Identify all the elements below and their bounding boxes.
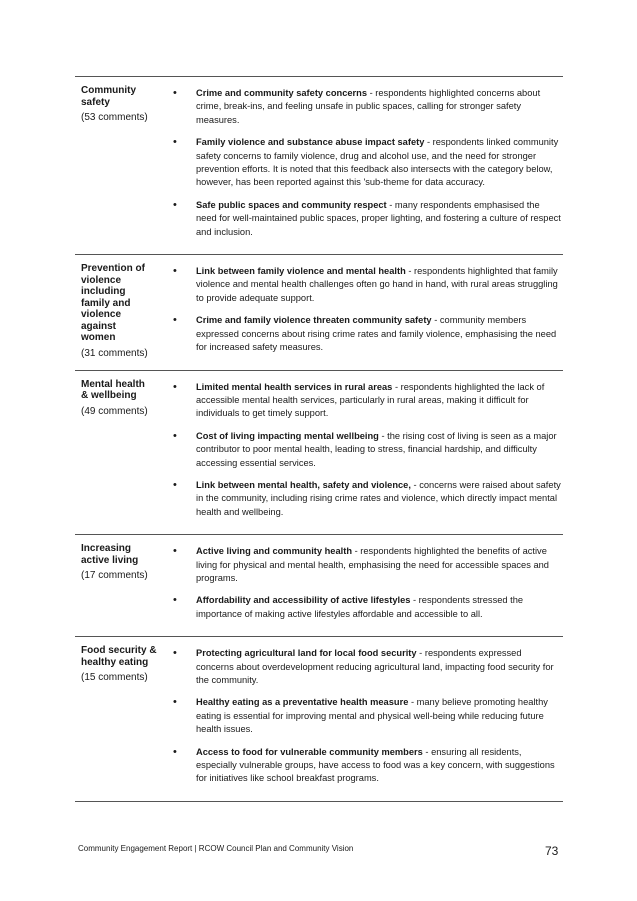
item-text: - respondents highlighted the lack of accessible mental health services, particularly in rural areas, making it difficult for individuals to get timely support. xyxy=(196,381,545,419)
table-row xyxy=(75,371,563,536)
item-text: - respondents highlighted that family violence and mental health challenges often go hand in hand, with rural areas struggling to provide adequate support. xyxy=(196,266,558,303)
list-item xyxy=(173,381,563,421)
item-text: - ensuring all residents, especially vulnerable groups, have access to food was a key concern, with suggestions for initiatives like school breakfast programs. xyxy=(196,746,555,784)
item-title: Cost of living impacting mental wellbeing xyxy=(196,430,379,441)
item-title: Link between mental health, safety and violence, xyxy=(196,479,411,490)
item-text: - community members expressed concerns about rising crime rates and family violence, emphasising the need for increased safety measures. xyxy=(196,315,557,353)
bullet-icon: • xyxy=(173,380,177,393)
bullet-icon: • xyxy=(173,696,177,709)
comment-count: (15 comments) xyxy=(81,672,148,684)
table-row xyxy=(75,637,563,802)
item-text: - respondents expressed concerns about overdevelopment reducing agricultural land, impacting food security for the community. xyxy=(196,648,554,685)
list-item xyxy=(173,314,563,354)
list-item xyxy=(173,696,563,736)
comment-count: (53 comments) xyxy=(81,112,148,123)
list-item xyxy=(173,430,563,470)
item-text: - many respondents emphasised the need for well-maintained public spaces, proper lighting, and fostering a culture of respect and inclusion. xyxy=(196,199,561,237)
item-title: Limited mental health services in rural areas xyxy=(196,381,393,392)
comment-count: (49 comments) xyxy=(81,405,148,417)
theme-items xyxy=(165,77,563,254)
list-item xyxy=(173,265,563,305)
theme-cell xyxy=(75,371,165,535)
theme-cell xyxy=(75,77,165,254)
theme-cell xyxy=(75,535,165,636)
item-title: Crime and community safety concerns xyxy=(196,88,368,98)
themes-table xyxy=(75,76,563,802)
theme-name: Increasing active living xyxy=(81,543,139,566)
item-title: Healthy eating as a preventative health measure xyxy=(196,697,409,708)
theme-cell xyxy=(75,637,165,801)
theme-name: Mental health & wellbeing xyxy=(81,378,145,401)
bullet-icon: • xyxy=(173,314,177,327)
item-title: Safe public spaces and community respect xyxy=(196,199,387,210)
footer-text: Community Engagement Report | RCOW Council Plan and Community Vision xyxy=(78,844,354,853)
list-item xyxy=(173,479,563,519)
list-item xyxy=(173,199,563,239)
item-title: Link between family violence and mental health xyxy=(196,266,406,277)
list-item xyxy=(173,647,563,687)
bullet-icon: • xyxy=(173,545,177,558)
bullet-icon: • xyxy=(173,87,177,99)
theme-cell xyxy=(75,255,165,369)
list-item xyxy=(173,746,563,786)
table-row xyxy=(75,255,563,370)
item-text: - many believe promoting healthy eating is essential for improving mental and physical well-being while reducing future health issues. xyxy=(196,697,548,735)
item-text: - respondents highlighted concerns about crime, break-ins, and feeling unsafe in public spaces, calling for stronger safety measures. xyxy=(196,88,541,125)
item-title: Protecting agricultural land for local food security xyxy=(196,648,417,659)
bullet-icon: • xyxy=(173,594,177,607)
bullet-icon: • xyxy=(173,745,177,758)
item-title: Crime and family violence threaten community safety xyxy=(196,315,432,326)
comment-count: (17 comments) xyxy=(81,570,148,582)
table-row xyxy=(75,535,563,637)
item-text: - respondents stressed the importance of making active lifestyles affordable and accessible to all. xyxy=(196,595,524,619)
list-item xyxy=(173,545,563,585)
item-title: Access to food for vulnerable community members xyxy=(196,746,423,757)
item-text: - respondents linked community safety concerns to family violence, drug and alcohol use, and the need for stronger prevention efforts. It is noted that this feedback also intersects with the category below, however, has been reported against this 'sub-theme for data accuracy. xyxy=(196,137,559,188)
theme-name: Food security & healthy eating xyxy=(81,645,157,668)
theme-name: Prevention of violence including family and violence against women xyxy=(81,263,145,344)
bullet-icon: • xyxy=(173,647,177,660)
list-item xyxy=(173,87,563,127)
comment-count: (31 comments) xyxy=(81,347,148,359)
list-item xyxy=(173,136,563,190)
bullet-icon: • xyxy=(173,136,177,149)
item-text: - respondents highlighted the benefits of active living for physical and mental health, emphasising the need for accessible spaces and programs. xyxy=(196,546,549,583)
item-title: Affordability and accessibility of active lifestyles xyxy=(196,595,411,606)
theme-items xyxy=(165,255,563,369)
item-text: - concerns were raised about safety in the community, including rising crime rates and violence, which directly impact mental health and wellbeing. xyxy=(196,479,561,517)
theme-name: Community safety xyxy=(81,85,136,108)
item-title: Family violence and substance abuse impact safety xyxy=(196,137,425,148)
page-number: 73 xyxy=(545,844,559,858)
bullet-icon: • xyxy=(173,265,177,278)
item-text: - the rising cost of living is seen as a major contributor to poor mental health, leading to stress, financial hardship, and difficulty accessing essential services. xyxy=(196,430,557,468)
theme-items xyxy=(165,637,563,801)
table-row xyxy=(75,77,563,255)
theme-items xyxy=(165,535,563,636)
bullet-icon: • xyxy=(173,198,177,211)
bullet-icon: • xyxy=(173,429,177,442)
theme-items xyxy=(165,371,563,535)
item-title: Active living and community health xyxy=(196,546,353,557)
list-item xyxy=(173,594,563,621)
bullet-icon: • xyxy=(173,478,177,491)
